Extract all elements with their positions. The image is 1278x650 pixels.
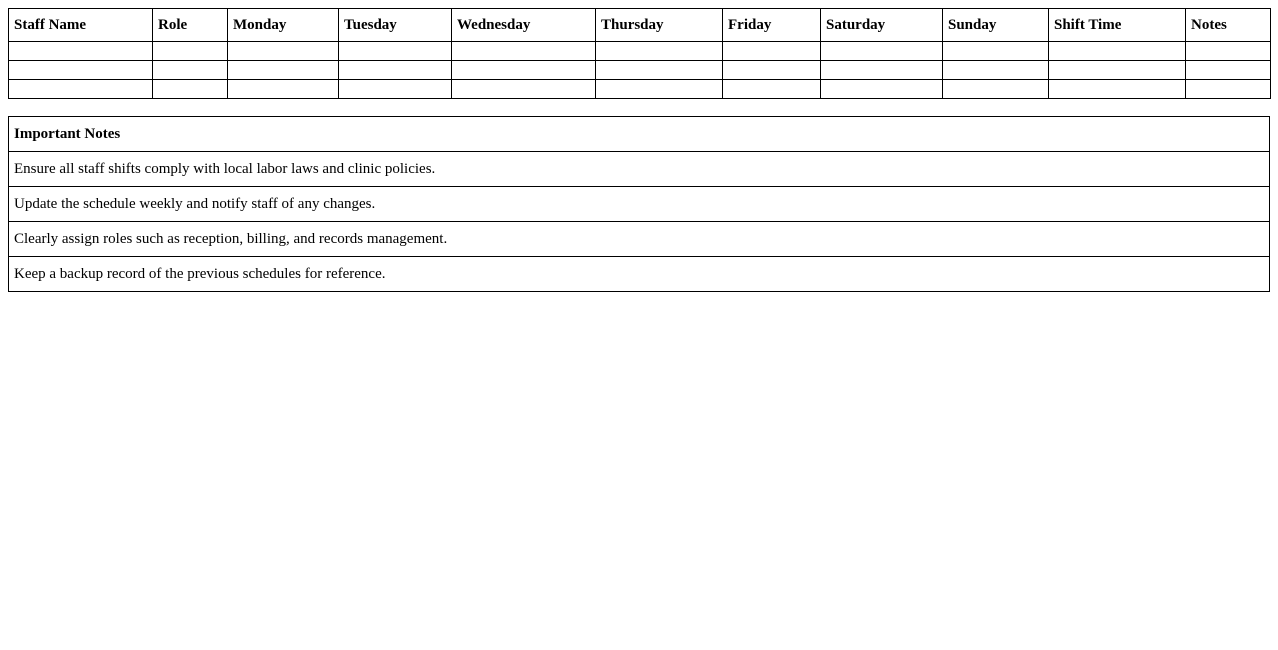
note-row <box>9 257 1270 292</box>
schedule-cell-empty <box>943 61 1049 80</box>
schedule-cell-empty <box>9 61 153 80</box>
note-text: Ensure all staff shifts comply with local labor laws and clinic policies. <box>9 152 1270 187</box>
schedule-cell-empty <box>723 42 821 61</box>
schedule-row <box>9 42 1271 61</box>
schedule-cell-empty <box>452 61 596 80</box>
schedule-row <box>9 80 1271 99</box>
schedule-cell-empty <box>228 80 339 99</box>
schedule-cell-empty <box>228 61 339 80</box>
column-header-wednesday: Wednesday <box>452 9 596 42</box>
document-page <box>8 8 1270 292</box>
column-header-monday: Monday <box>228 9 339 42</box>
important-notes-table <box>8 116 1270 292</box>
schedule-cell-empty <box>596 61 723 80</box>
schedule-cell-empty <box>9 42 153 61</box>
schedule-cell-empty <box>153 61 228 80</box>
schedule-cell-empty <box>596 42 723 61</box>
schedule-cell-empty <box>9 80 153 99</box>
schedule-cell-empty <box>153 80 228 99</box>
column-header-friday: Friday <box>723 9 821 42</box>
schedule-header-row <box>9 9 1271 42</box>
schedule-cell-empty <box>153 42 228 61</box>
schedule-cell-empty <box>228 42 339 61</box>
staff-schedule-table <box>8 8 1271 99</box>
schedule-cell-empty <box>1049 42 1186 61</box>
important-notes-header-row <box>9 117 1270 152</box>
schedule-row <box>9 61 1271 80</box>
schedule-cell-empty <box>596 80 723 99</box>
note-row <box>9 152 1270 187</box>
schedule-cell-empty <box>1049 61 1186 80</box>
schedule-cell-empty <box>943 80 1049 99</box>
schedule-cell-empty <box>452 80 596 99</box>
column-header-thursday: Thursday <box>596 9 723 42</box>
note-text: Keep a backup record of the previous schedules for reference. <box>9 257 1270 292</box>
schedule-cell-empty <box>1186 42 1271 61</box>
note-text: Update the schedule weekly and notify staff of any changes. <box>9 187 1270 222</box>
column-header-shift-time: Shift Time <box>1049 9 1186 42</box>
schedule-cell-empty <box>1049 80 1186 99</box>
schedule-cell-empty <box>1186 80 1271 99</box>
schedule-cell-empty <box>943 42 1049 61</box>
important-notes-heading: Important Notes <box>9 117 1270 152</box>
column-header-notes: Notes <box>1186 9 1271 42</box>
column-header-role: Role <box>153 9 228 42</box>
note-text: Clearly assign roles such as reception, billing, and records management. <box>9 222 1270 257</box>
schedule-cell-empty <box>821 42 943 61</box>
schedule-cell-empty <box>723 61 821 80</box>
schedule-cell-empty <box>452 42 596 61</box>
schedule-cell-empty <box>339 61 452 80</box>
column-header-saturday: Saturday <box>821 9 943 42</box>
schedule-cell-empty <box>821 61 943 80</box>
column-header-tuesday: Tuesday <box>339 9 452 42</box>
column-header-sunday: Sunday <box>943 9 1049 42</box>
note-row <box>9 187 1270 222</box>
schedule-cell-empty <box>339 42 452 61</box>
schedule-cell-empty <box>723 80 821 99</box>
column-header-staff-name: Staff Name <box>9 9 153 42</box>
note-row <box>9 222 1270 257</box>
schedule-cell-empty <box>821 80 943 99</box>
schedule-cell-empty <box>1186 61 1271 80</box>
schedule-cell-empty <box>339 80 452 99</box>
